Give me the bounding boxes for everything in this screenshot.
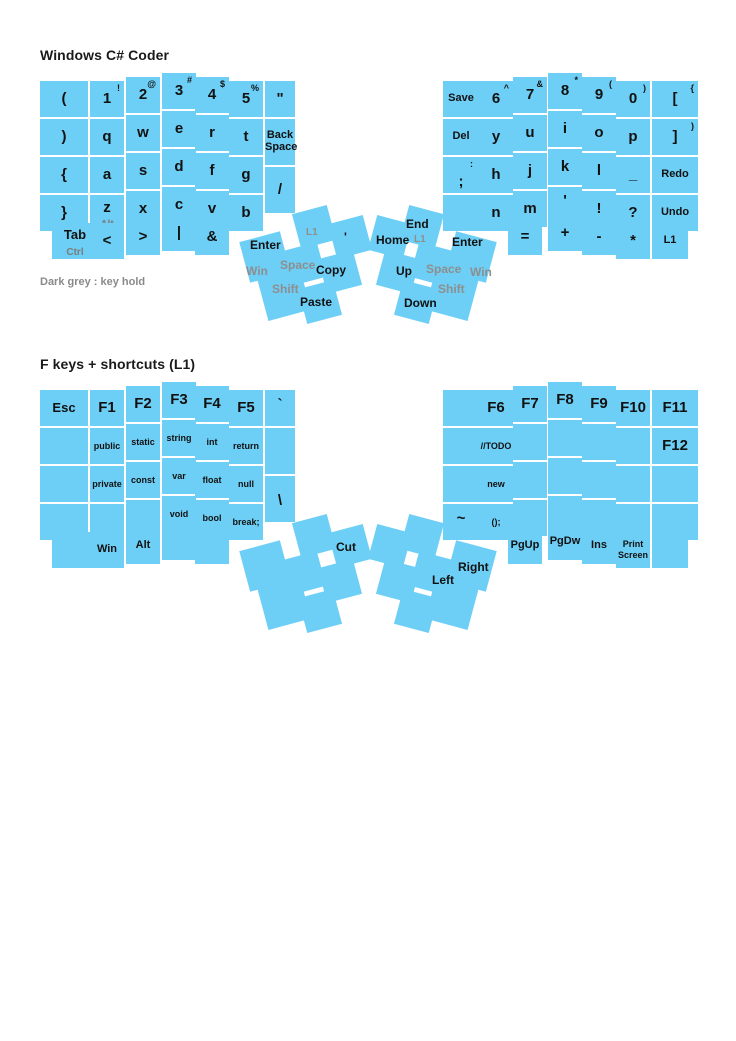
thumb-left-label-space: Space (280, 258, 316, 272)
l1-key-right-r3-c3[interactable] (513, 462, 547, 498)
key-hold-label: Ctrl (66, 247, 84, 258)
key-right-r2-c3[interactable] (513, 115, 547, 151)
key-label: (); (491, 517, 501, 527)
key-label: const (130, 475, 155, 485)
l1-key-right-r3-c7[interactable] (652, 466, 698, 502)
key-left-r5-c3[interactable] (126, 219, 160, 255)
l1-key-right-r2-c6[interactable] (616, 428, 650, 464)
key-label: return (232, 441, 259, 451)
key-label: 7 (525, 86, 535, 103)
key-label: d (174, 158, 184, 175)
l1-key-left-r1-c7[interactable] (265, 390, 295, 426)
key-label: _ (628, 166, 638, 183)
key-label: ] (672, 128, 678, 145)
key-sup: ( (609, 79, 612, 89)
key-label: * (630, 232, 636, 249)
key-label: r (209, 124, 215, 141)
key-label: [ (672, 90, 678, 107)
key-label: F3 (170, 391, 188, 408)
key-label: 2 (138, 86, 148, 103)
key-label: F1 (98, 399, 116, 416)
key-label: 6 (491, 90, 501, 107)
key-sup: : (470, 159, 473, 169)
key-label: Alt (135, 539, 151, 551)
key-label: F4 (203, 395, 221, 412)
key-label: Tab (63, 227, 87, 242)
key-label: o (594, 124, 604, 141)
key-label: 9 (594, 86, 604, 103)
key-label: y (491, 128, 501, 145)
key-label: j (527, 162, 533, 179)
key-right-r2-c5[interactable] (582, 115, 616, 151)
key-label: F5 (237, 399, 255, 416)
l1-key-right-tilde[interactable] (443, 504, 479, 540)
l1-key-left-r2-c7[interactable] (265, 428, 295, 474)
l1-key-right-r3-c6[interactable] (616, 466, 650, 502)
key-label: p (628, 128, 638, 145)
l1-key-right-r2-c3[interactable] (513, 424, 547, 460)
key-label: { (61, 166, 67, 183)
thumb-right-label-l1: L1 (414, 234, 426, 245)
l1-key-right-r3-c4[interactable] (548, 458, 582, 494)
key-right-r5-c2[interactable] (548, 215, 582, 251)
key-label: ? (628, 204, 638, 221)
l1-key-right-f10[interactable] (616, 390, 650, 426)
key-label: l (596, 162, 602, 179)
key-label: = (520, 228, 530, 245)
key-label: F2 (134, 395, 152, 412)
key-right-r5-c3[interactable] (582, 219, 616, 255)
key-left-r1-c1[interactable] (40, 81, 88, 117)
key-right-r3-c5[interactable] (582, 153, 616, 189)
thumb-left-label-quote: ' (344, 230, 347, 244)
l1-key-left-r3-c7[interactable] (265, 476, 295, 522)
key-right-r5-c4[interactable] (616, 223, 650, 259)
l1-key-left-r5-c5[interactable] (195, 528, 229, 564)
key-right-r2-c4[interactable] (548, 111, 582, 147)
key-right-l1[interactable] (652, 223, 688, 259)
key-label: ( (61, 90, 67, 107)
key-label: + (560, 224, 570, 241)
key-left-r1-c4[interactable] (162, 73, 196, 109)
key-label: Esc (52, 400, 76, 415)
key-sup: & (536, 79, 543, 89)
l1-key-left-r1-c4[interactable] (162, 382, 196, 418)
key-label: z (103, 199, 111, 216)
key-left-r3-c6[interactable] (229, 157, 263, 193)
l1-key-right-r3-c1[interactable] (443, 466, 479, 502)
legend-note: Dark grey : key hold (40, 276, 146, 288)
l1-key-left-r2-c1[interactable] (40, 428, 88, 464)
l1-key-right-f8[interactable] (548, 382, 582, 418)
key-label: F6 (487, 399, 505, 416)
key-right-r3-c6[interactable] (616, 157, 650, 193)
key-label: f (209, 162, 215, 179)
key-label: x (138, 200, 148, 217)
key-label: ; (458, 173, 464, 190)
l1-key-left-r3-c1[interactable] (40, 466, 88, 502)
key-label: h (491, 166, 501, 183)
key-label: ! (596, 200, 602, 217)
key-label: > (138, 228, 148, 245)
key-right-r3-c4[interactable] (548, 149, 582, 185)
key-label: v (207, 200, 217, 217)
key-right-r5-c1[interactable] (508, 219, 542, 255)
key-label: F12 (662, 437, 688, 454)
key-label: bool (202, 513, 222, 523)
key-label: var (172, 471, 186, 481)
l1-key-right-pgdw[interactable] (548, 524, 582, 560)
key-right-r4-c1[interactable] (443, 195, 479, 231)
key-label: e (174, 120, 184, 137)
key-left-r2-c6[interactable] (229, 119, 263, 155)
l1-key-left-r5-c4[interactable] (162, 524, 196, 560)
thumb-right-label-win: Win (470, 265, 492, 279)
key-label: b (241, 204, 251, 221)
l1-key-left-win[interactable] (90, 532, 124, 568)
thumb-right-label-up: Up (396, 264, 412, 278)
key-left-r3-c4[interactable] (162, 149, 196, 185)
l1-key-right-printscreen[interactable] (616, 532, 650, 568)
l1-key-left-r1-c6[interactable] (229, 390, 263, 426)
key-left-slash[interactable] (265, 167, 295, 213)
l1-key-right-todo[interactable] (479, 428, 513, 464)
l1-key-right-ins[interactable] (582, 528, 616, 564)
key-label: 3 (174, 82, 184, 99)
key-right-r1-c7[interactable] (652, 81, 698, 117)
key-left-r4-c6[interactable] (229, 195, 263, 231)
key-left-r2-c3[interactable] (126, 115, 160, 151)
key-label: 5 (241, 90, 251, 107)
thumb-left-label-enter: Enter (250, 238, 281, 252)
l1-key-left-r2-c2[interactable] (90, 428, 124, 464)
key-label: ` (277, 396, 283, 413)
key-label: Redo (661, 168, 689, 180)
l1-thumb-left-label-cut: Cut (336, 540, 356, 554)
key-label: //TODO (480, 441, 512, 451)
key-label: k (560, 158, 570, 175)
key-left-r1-c5[interactable] (195, 77, 229, 113)
key-right-r1-c5[interactable] (582, 77, 616, 113)
l1-thumb-right-label-left: Left (432, 573, 454, 587)
l1-key-left-r3-c3[interactable] (126, 462, 160, 498)
l1-key-left-r2-c4[interactable] (162, 420, 196, 456)
key-label: 8 (560, 82, 570, 99)
l1-key-right-new[interactable] (479, 466, 513, 502)
l1-key-left-r2-c5[interactable] (195, 424, 229, 460)
thumb-left-label-copy: Copy (316, 263, 346, 277)
key-left-r2-c4[interactable] (162, 111, 196, 147)
l1-thumb-right-label-right: Right (458, 560, 489, 574)
key-label: Save (448, 92, 474, 104)
l1-key-right-r2-c5[interactable] (582, 424, 616, 460)
key-right-r3-c3[interactable] (513, 153, 547, 189)
l1-key-left-r1-c5[interactable] (195, 386, 229, 422)
thumb-right-label-space: Space (426, 262, 462, 276)
key-label: q (102, 128, 112, 145)
l1-key-left-r1-c1[interactable] (40, 390, 88, 426)
key-left-r5-c5[interactable] (195, 219, 229, 255)
key-left-r3-c2[interactable] (90, 157, 124, 193)
key-right-r1-c6[interactable] (616, 81, 650, 117)
l1-key-right-f7[interactable] (513, 386, 547, 422)
l1-key-left-r4-c6[interactable] (229, 504, 263, 540)
key-label: \ (277, 492, 283, 509)
thumb-right-label-enter: Enter (452, 235, 483, 249)
key-left-r5-c4[interactable] (162, 215, 196, 251)
key-left-r3-c1[interactable] (40, 157, 88, 193)
key-left-r1-c6[interactable] (229, 81, 263, 117)
key-left-r1-c2[interactable] (90, 81, 124, 117)
key-label: public (93, 441, 121, 451)
key-label: null (238, 479, 254, 489)
key-sup: $ (219, 79, 225, 89)
key-label: g (241, 166, 251, 183)
l1-key-left-r1-c2[interactable] (90, 390, 124, 426)
key-right-del[interactable] (443, 119, 479, 155)
key-label: s (138, 162, 148, 179)
key-label: } (61, 204, 67, 221)
key-label: c (174, 196, 184, 213)
key-label: F8 (556, 391, 574, 408)
l1-key-right-r5-c5[interactable] (652, 532, 688, 568)
key-right-r1-c3[interactable] (513, 77, 547, 113)
key-right-r2-c7[interactable] (652, 119, 698, 155)
key-left-backspace[interactable] (265, 119, 298, 165)
key-left-r1-c7[interactable] (265, 81, 295, 117)
key-left-r2-c1[interactable] (40, 119, 88, 155)
key-sup: ) (643, 83, 646, 93)
key-sup: * (574, 75, 578, 85)
thumb-right-label-shift: Shift (438, 282, 465, 296)
key-label: new (487, 479, 505, 489)
key-right-redo[interactable] (652, 157, 698, 193)
key-label: F7 (521, 395, 539, 412)
key-label: private (92, 479, 122, 489)
key-sup: % (250, 83, 259, 93)
key-label: break; (232, 517, 260, 527)
key-sup: ! (117, 83, 120, 93)
key-label: F11 (662, 399, 688, 416)
key-label: ' (563, 192, 567, 209)
key-label: F9 (590, 395, 608, 412)
l1-key-left-r3-c5[interactable] (195, 462, 229, 498)
key-left-r2-c2[interactable] (90, 119, 124, 155)
key-label: Undo (660, 206, 690, 218)
key-label: & (206, 228, 218, 245)
key-label: L1 (663, 234, 677, 246)
key-label: i (562, 120, 568, 137)
key-label: | (176, 224, 182, 241)
key-sup: ^ (503, 83, 509, 93)
key-label: F10 (620, 399, 646, 416)
thumb-left-label-shift: Shift (272, 282, 299, 296)
key-right-r1-c2[interactable] (479, 81, 513, 117)
key-right-r2-c2[interactable] (479, 119, 513, 155)
key-left-r1-c3[interactable] (126, 77, 160, 113)
l1-key-left-r3-c2[interactable] (90, 466, 124, 502)
l1-key-right-pgup[interactable] (508, 528, 542, 564)
thumb-left-label-l1: L1 (306, 227, 318, 238)
key-label: PgDw (549, 535, 581, 547)
thumb-right-label-home: Home (376, 233, 410, 247)
key-right-semicolon[interactable] (443, 157, 479, 193)
key-label: ~ (456, 510, 466, 527)
key-sup: { (690, 83, 694, 93)
key-label: Ins (591, 539, 607, 551)
key-label: a (102, 166, 112, 183)
key-label: 0 (628, 90, 638, 107)
key-right-save[interactable] (443, 81, 479, 117)
key-right-r2-c6[interactable] (616, 119, 650, 155)
key-label: ) (61, 128, 67, 145)
key-label: static (131, 437, 155, 447)
layer-title-l1: F keys + shortcuts (L1) (40, 356, 196, 372)
l1-key-right-r2-c4[interactable] (548, 420, 582, 456)
key-label: / (277, 181, 283, 198)
key-sup: @ (147, 79, 156, 89)
l1-key-right-f9[interactable] (582, 386, 616, 422)
layer-title-base: Windows C# Coder (40, 47, 170, 63)
key-label: 4 (207, 86, 217, 103)
l1-key-left-r2-c3[interactable] (126, 424, 160, 460)
thumb-left-label-paste: Paste (300, 295, 333, 309)
key-label: t (243, 128, 249, 145)
key-label: " (276, 90, 284, 107)
key-label: Print Screen (617, 539, 649, 560)
l1-key-right-r1-c1[interactable] (443, 390, 479, 426)
l1-key-right-r3-c5[interactable] (582, 462, 616, 498)
key-right-r3-c2[interactable] (479, 157, 513, 193)
key-sup: ) (691, 121, 694, 131)
thumb-right-label-end: End (406, 217, 429, 231)
key-label: u (525, 124, 535, 141)
key-sup: # (186, 75, 192, 85)
l1-key-left-r1-c3[interactable] (126, 386, 160, 422)
key-left-r2-c5[interactable] (195, 115, 229, 151)
key-label: Del (452, 130, 470, 142)
l1-key-left-r2-c6[interactable] (229, 428, 263, 464)
l1-thumb-right-e[interactable] (394, 589, 438, 633)
key-label: Back Space (265, 129, 298, 153)
key-label: - (596, 228, 602, 245)
key-label: float (202, 475, 222, 485)
key-label: < (102, 232, 112, 249)
key-left-r3-c3[interactable] (126, 153, 160, 189)
key-label: void (169, 509, 189, 519)
key-label: PgUp (510, 539, 540, 551)
key-right-r1-c4[interactable] (548, 73, 582, 109)
key-left-r5-c2[interactable] (90, 223, 124, 259)
key-label: n (491, 204, 501, 221)
key-label: 1 (102, 90, 112, 107)
thumb-right-label-down: Down (404, 296, 437, 310)
key-label: m (523, 200, 537, 217)
l1-key-left-alt[interactable] (126, 528, 160, 564)
key-label: w (137, 124, 149, 141)
l1-key-left-r3-c6[interactable] (229, 466, 263, 502)
l1-key-left-r3-c4[interactable] (162, 458, 196, 494)
key-label: int (206, 437, 218, 447)
key-left-r3-c5[interactable] (195, 153, 229, 189)
key-label: string (166, 433, 192, 443)
thumb-left-label-win: Win (246, 264, 268, 278)
l1-key-right-f6[interactable] (479, 390, 513, 426)
l1-key-right-r2-c1[interactable] (443, 428, 479, 464)
key-label: Win (96, 543, 118, 555)
l1-key-right-f12[interactable] (652, 428, 698, 464)
l1-key-right-f11[interactable] (652, 390, 698, 426)
